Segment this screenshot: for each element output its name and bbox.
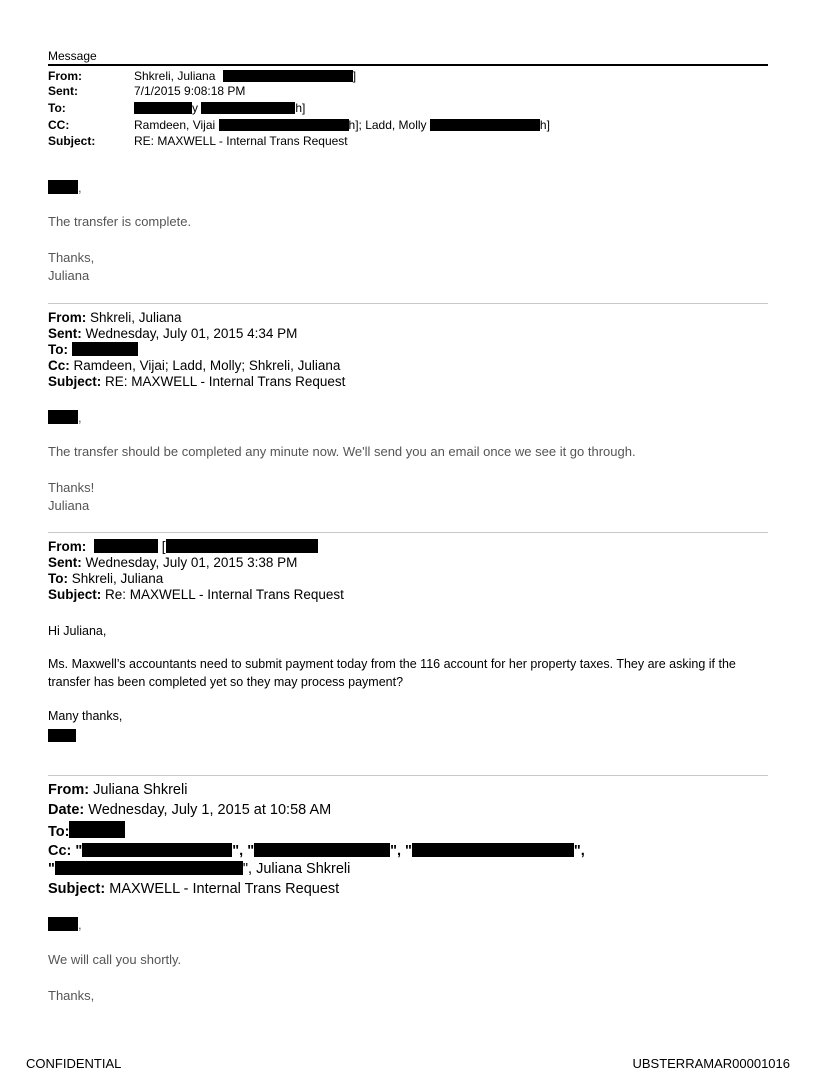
subject-value: RE: MAXWELL - Internal Trans Request	[105, 374, 346, 389]
quote2-from-row	[48, 539, 318, 555]
salutation: ,	[48, 410, 82, 425]
subject-label: Subject:	[48, 374, 102, 389]
sent-label: Sent:	[48, 326, 82, 341]
from-value: Juliana Shkreli	[93, 782, 188, 798]
signoff: Thanks,	[48, 988, 95, 1003]
quote1-sent-row	[48, 326, 297, 342]
from-label: From:	[48, 782, 90, 798]
cc-label: Cc:	[48, 358, 70, 373]
message-caption: Message	[48, 49, 97, 63]
signoff: Thanks!	[48, 480, 95, 495]
from-value: Shkreli, Juliana	[134, 69, 216, 83]
cc-value-1: Ramdeen, Vijai	[134, 118, 216, 132]
salutation: ,	[48, 917, 82, 932]
redaction-box	[166, 539, 318, 553]
quote3-to-row	[48, 821, 125, 842]
bracket: [	[161, 539, 166, 554]
quote3-cc-row: Cc: " ", " ", " ",	[48, 843, 585, 859]
header-sent-row	[48, 84, 245, 98]
quote2-sent-row	[48, 555, 297, 571]
quote3-date-row	[48, 801, 331, 820]
redaction-box	[69, 821, 125, 838]
header-divider	[48, 64, 768, 66]
redaction-box	[430, 119, 540, 131]
subject-value: Re: MAXWELL - Internal Trans Request	[105, 587, 344, 602]
sent-label: Sent:	[48, 555, 82, 570]
to-value: Shkreli, Juliana	[71, 571, 164, 586]
quote3-cc-row2: " ", Juliana Shkreli	[48, 861, 351, 877]
cc-label: Cc:	[48, 843, 72, 859]
from-label: From:	[48, 69, 82, 83]
quote2-subject-row	[48, 587, 344, 603]
redaction-box	[48, 410, 78, 424]
confidential-label: CONFIDENTIAL	[26, 1056, 122, 1071]
to-label: To:	[48, 571, 68, 586]
message-body-line2: transfer has been completed yet so they may process payment?	[48, 675, 404, 689]
quote1-from-row	[48, 310, 182, 326]
quote1-cc-row	[48, 358, 340, 374]
from-label: From:	[48, 310, 87, 325]
quote1-subject-row	[48, 374, 345, 390]
quote3-subject-row	[48, 880, 339, 899]
subject-label: Subject:	[48, 881, 106, 897]
sent-value: Wednesday, July 01, 2015 3:38 PM	[85, 555, 298, 570]
bracket: h]	[539, 118, 550, 132]
message-body-line1: Ms. Maxwell’s accountants need to submit payment today from the 116 account for her property taxes. They are asking if the	[48, 657, 736, 671]
redaction-box	[48, 180, 78, 194]
sent-value: Wednesday, July 01, 2015 4:34 PM	[85, 326, 298, 341]
quote3-from-row	[48, 781, 187, 800]
cc-label: CC:	[48, 118, 70, 132]
redaction-box	[82, 843, 232, 857]
header-from-row	[48, 69, 356, 83]
message-body: The transfer is complete.	[48, 214, 192, 229]
signoff: Many thanks,	[48, 709, 123, 723]
to-label: To:	[48, 824, 70, 840]
redaction-box	[134, 102, 192, 114]
quote1-to-row	[48, 342, 138, 358]
to-label: To:	[48, 101, 66, 115]
cc-mid: h]; Ladd, Molly	[348, 118, 427, 132]
quote2-to-row	[48, 571, 163, 587]
redaction-box	[254, 843, 390, 857]
quote-divider	[48, 775, 768, 776]
header-to-row	[48, 101, 305, 115]
message-body: We will call you shortly.	[48, 952, 182, 967]
cc-value: Ramdeen, Vijai; Ladd, Molly; Shkreli, Juliana	[73, 358, 341, 373]
message-body: The transfer should be completed any minute now. We'll send you an email once we see it go through.	[48, 444, 636, 459]
date-label: Date:	[48, 802, 85, 818]
signature: Juliana	[48, 268, 90, 283]
bracket: h]	[295, 101, 306, 115]
bates-number: UBSTERRAMAR00001016	[632, 1056, 790, 1071]
sent-value: 7/1/2015 9:08:18 PM	[134, 84, 246, 98]
to-label: To:	[48, 342, 68, 357]
from-label: From:	[48, 539, 87, 554]
subject-label: Subject:	[48, 587, 102, 602]
redaction-box	[223, 70, 353, 82]
signature: Juliana	[48, 498, 90, 513]
redaction-box	[48, 917, 78, 931]
redaction-box	[48, 729, 76, 742]
from-value: Shkreli, Juliana	[90, 310, 182, 325]
quote-divider	[48, 532, 768, 533]
redaction-box	[219, 119, 349, 131]
bracket: ]	[352, 69, 357, 83]
redaction-box	[201, 102, 295, 114]
redaction-box	[55, 861, 243, 875]
salutation: ,	[48, 180, 82, 195]
redaction-box	[94, 539, 158, 553]
subject-value: MAXWELL - Internal Trans Request	[109, 881, 340, 897]
subject-value: RE: MAXWELL - Internal Trans Request	[134, 134, 348, 148]
to-fragment: y	[192, 101, 198, 115]
signature	[48, 727, 76, 745]
redaction-box	[412, 843, 574, 857]
subject-label: Subject:	[48, 134, 96, 148]
greeting: Hi Juliana,	[48, 624, 107, 638]
quote-divider	[48, 303, 768, 304]
sent-label: Sent:	[48, 84, 78, 98]
signoff: Thanks,	[48, 250, 95, 265]
header-cc-row	[48, 118, 550, 132]
redaction-box	[72, 342, 138, 356]
header-subject-row	[48, 134, 348, 148]
date-value: Wednesday, July 1, 2015 at 10:58 AM	[88, 802, 332, 818]
